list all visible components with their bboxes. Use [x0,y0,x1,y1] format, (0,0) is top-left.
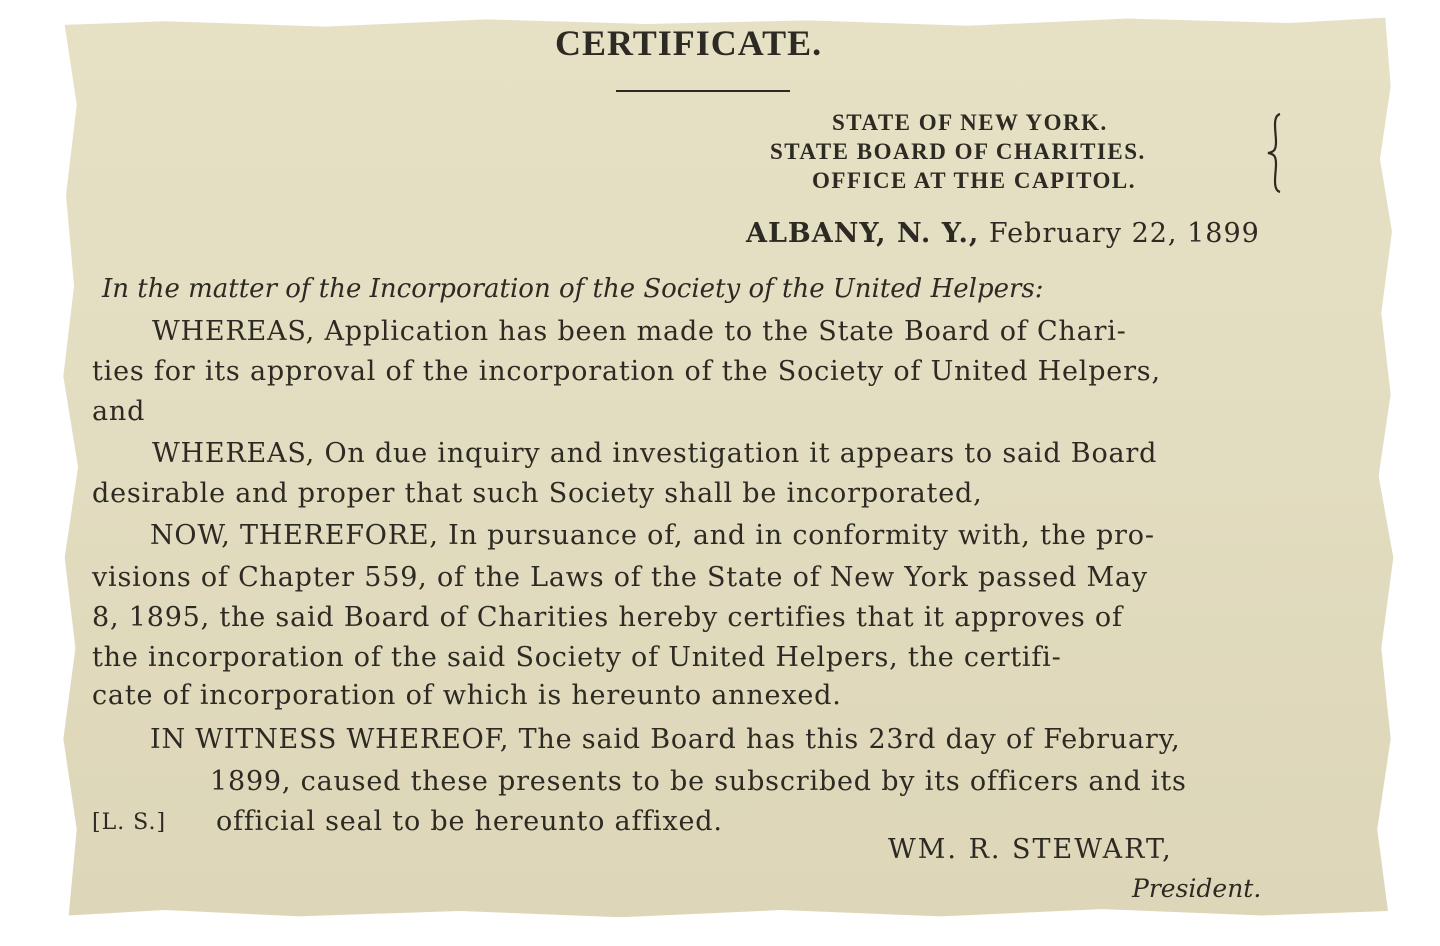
para3-line3: 8, 1895, the said Board of Charities hereby certifies that it approves of [92,602,1123,633]
matter-line: In the matter of the Incorporation of the Society of the United Helpers: [102,274,1044,304]
para4-line2: 1899, caused these presents to be subscribed by its officers and its [210,766,1187,797]
para4-text1: The said Board has this 23rd day of February, [518,724,1181,755]
para2-line2: desirable and proper that such Society shall be incorporated, [92,478,983,509]
para1-text1: Application has been made to the State Board of Chari- [324,316,1127,347]
para1-line1 [152,316,1127,347]
signatory-title: President. [1132,874,1262,903]
para1-line3: and [92,396,146,427]
header-line-board: STATE BOARD OF CHARITIES. [770,139,1146,164]
seal-mark: [L. S.] [92,810,167,835]
header-brace [1266,112,1290,194]
para4-lead: IN WITNESS WHEREOF, [150,724,510,755]
para3-line4: the incorporation of the said Society of United Helpers, the certifi- [92,642,1062,673]
signatory-name: WM. R. STEWART, [888,834,1173,865]
para4-line1 [150,724,1181,755]
para3-line5: cate of incorporation of which is hereunto annexed. [92,680,842,711]
para3-line1 [150,520,1155,551]
para3-line2: visions of Chapter 559, of the Laws of the State of New York passed May [92,562,1148,593]
header-line-office: OFFICE AT THE CAPITOL. [812,168,1136,193]
date: February 22, 1899 [988,218,1260,249]
para3-lead: NOW, THEREFORE, [150,520,439,551]
title-rule [616,90,790,92]
para4-line3: official seal to be hereunto affixed. [216,806,723,837]
para1-lead: WHEREAS, [152,316,316,347]
para2-text1: On due inquiry and investigation it appears to said Board [324,438,1158,469]
para1-line2: ties for its approval of the incorporation of the Society of United Helpers, [92,356,1161,387]
place: ALBANY, N. Y., [746,218,980,249]
header-line-state: STATE OF NEW YORK. [832,110,1108,135]
para2-line1 [152,438,1157,469]
para3-text1: In pursuance of, and in conformity with, the pro- [448,520,1155,551]
para2-lead: WHEREAS, [152,438,316,469]
place-date-line [746,218,1260,249]
certificate-title: CERTIFICATE. [555,23,823,63]
